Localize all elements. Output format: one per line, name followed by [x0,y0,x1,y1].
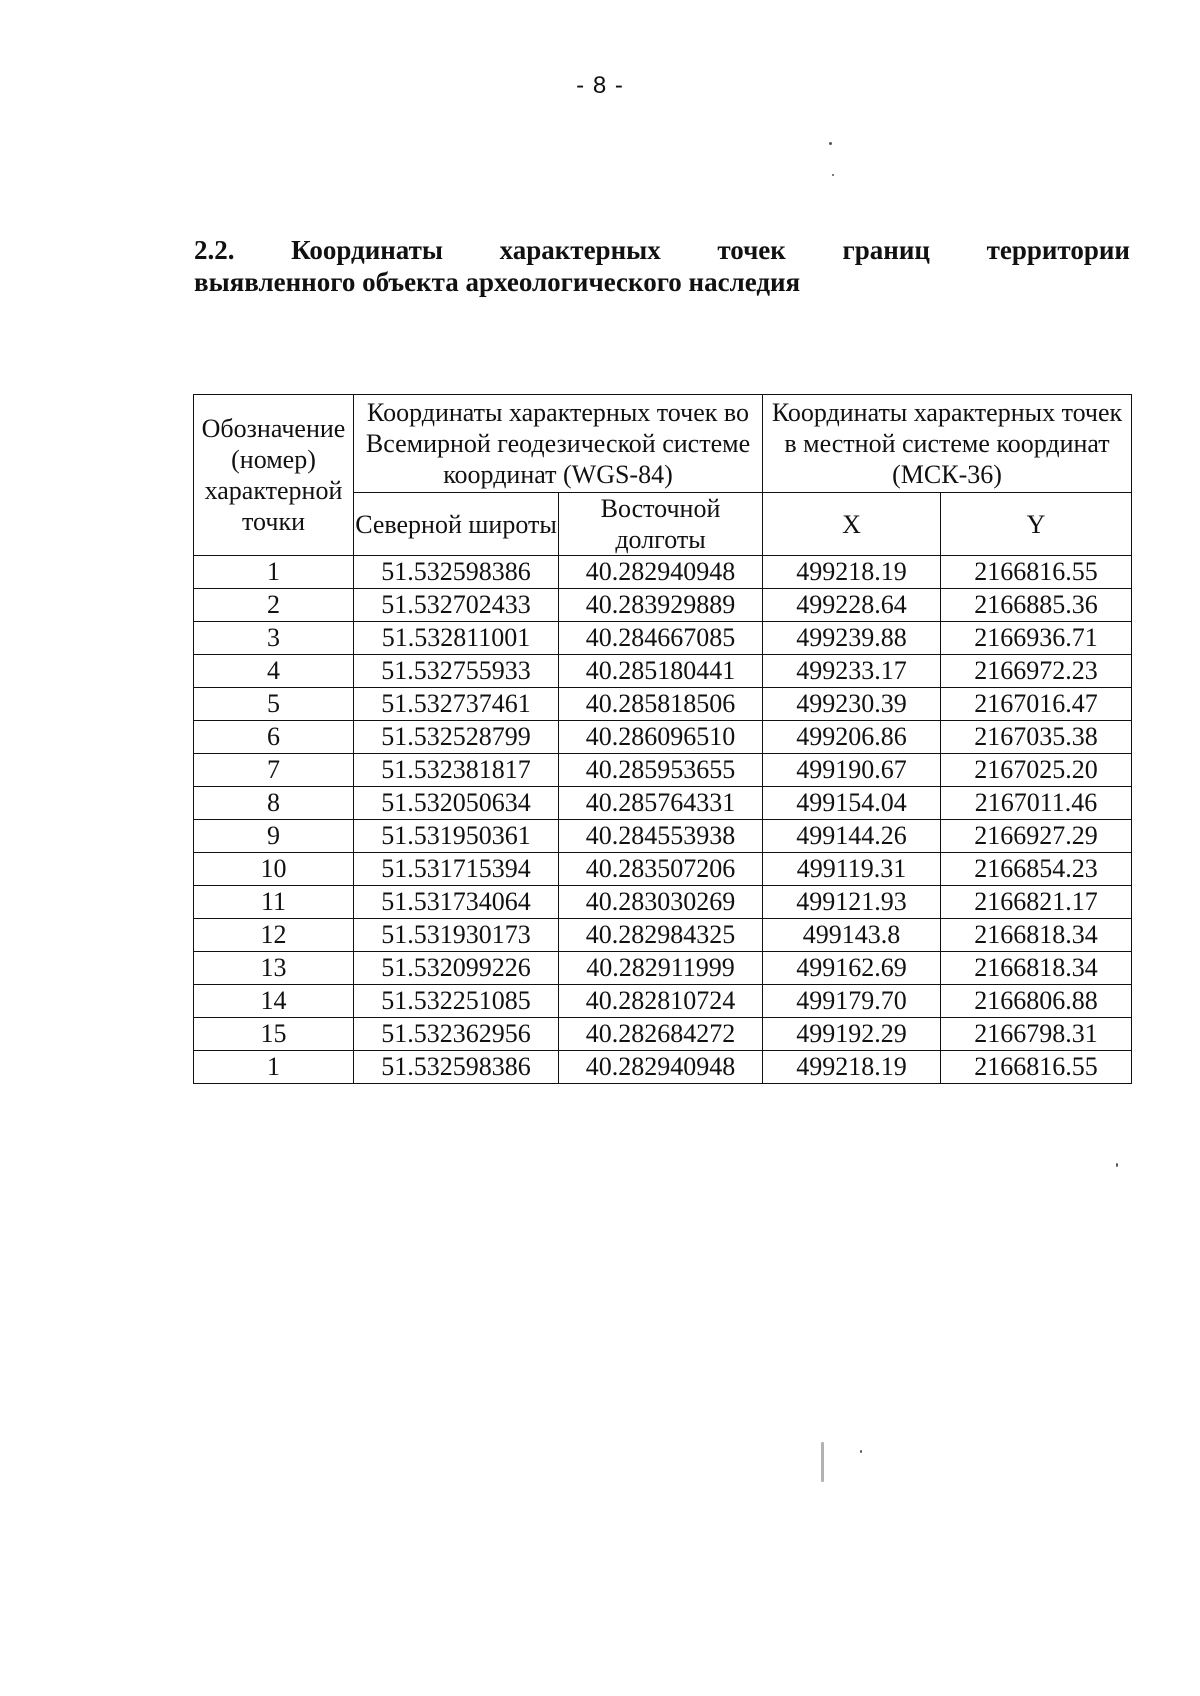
header-msk36-group: Координаты характерных точек в местной системе координат (МСК-36) [763,395,1132,493]
cell-x: 499119.31 [763,853,941,886]
cell-longitude: 40.285953655 [559,754,763,787]
cell-y: 2166854.23 [941,853,1132,886]
coordinates-table [193,394,1132,1084]
cell-point: 9 [194,820,354,853]
cell-y: 2166936.71 [941,622,1132,655]
header-east-longitude: Восточной долготы [559,493,763,556]
cell-point: 10 [194,853,354,886]
cell-latitude: 51.532702433 [354,589,559,622]
cell-point: 8 [194,787,354,820]
cell-longitude: 40.282810724 [559,985,763,1018]
table-row [194,688,1132,721]
table-row [194,655,1132,688]
cell-point: 3 [194,622,354,655]
scan-speck [829,142,832,145]
cell-latitude: 51.532381817 [354,754,559,787]
table-header-row [194,395,1132,493]
table-row [194,754,1132,787]
cell-latitude: 51.532251085 [354,985,559,1018]
cell-latitude: 51.532755933 [354,655,559,688]
scan-speck [821,1442,824,1482]
cell-longitude: 40.283507206 [559,853,763,886]
table-row [194,853,1132,886]
cell-longitude: 40.285818506 [559,688,763,721]
table-row [194,1018,1132,1051]
table-row [194,919,1132,952]
cell-y: 2166818.34 [941,952,1132,985]
cell-latitude: 51.532362956 [354,1018,559,1051]
table-row [194,952,1132,985]
cell-y: 2166821.17 [941,886,1132,919]
cell-y: 2166972.23 [941,655,1132,688]
cell-x: 499144.26 [763,820,941,853]
cell-x: 499218.19 [763,556,941,589]
page-number: - 8 - [576,72,624,99]
cell-point: 1 [194,1051,354,1084]
cell-longitude: 40.282684272 [559,1018,763,1051]
cell-x: 499121.93 [763,886,941,919]
scan-speck [1116,1163,1118,1167]
cell-longitude: 40.282940948 [559,1051,763,1084]
cell-latitude: 51.532598386 [354,1051,559,1084]
cell-longitude: 40.285764331 [559,787,763,820]
header-y: Y [941,493,1132,556]
cell-latitude: 51.531734064 [354,886,559,919]
section-heading-line2: выявленного объекта археологического наследия [194,267,801,297]
cell-x: 499179.70 [763,985,941,1018]
cell-point: 1 [194,556,354,589]
cell-longitude: 40.282911999 [559,952,763,985]
cell-y: 2167011.46 [941,787,1132,820]
cell-x: 499143.8 [763,919,941,952]
cell-x: 499192.29 [763,1018,941,1051]
cell-x: 499162.69 [763,952,941,985]
cell-x: 499230.39 [763,688,941,721]
cell-point: 12 [194,919,354,952]
cell-point: 6 [194,721,354,754]
cell-y: 2166816.55 [941,556,1132,589]
table-row [194,556,1132,589]
cell-x: 499228.64 [763,589,941,622]
cell-y: 2166818.34 [941,919,1132,952]
cell-y: 2166927.29 [941,820,1132,853]
cell-latitude: 51.531950361 [354,820,559,853]
cell-latitude: 51.531930173 [354,919,559,952]
cell-x: 499218.19 [763,1051,941,1084]
header-north-latitude: Северной широты [354,493,559,556]
cell-y: 2166806.88 [941,985,1132,1018]
heading-word: территории [986,235,1130,265]
cell-latitude: 51.532598386 [354,556,559,589]
cell-point: 15 [194,1018,354,1051]
cell-longitude: 40.283929889 [559,589,763,622]
table-row [194,985,1132,1018]
heading-word: границ [842,235,930,265]
cell-y: 2167035.38 [941,721,1132,754]
cell-point: 2 [194,589,354,622]
cell-latitude: 51.532737461 [354,688,559,721]
header-point-designation: Обозначение (номер) характерной точки [194,395,354,556]
table-row [194,787,1132,820]
cell-y: 2167016.47 [941,688,1132,721]
cell-longitude: 40.284553938 [559,820,763,853]
cell-longitude: 40.283030269 [559,886,763,919]
heading-word: характерных [499,235,661,265]
section-heading-line1 [194,234,1130,266]
cell-y: 2166885.36 [941,589,1132,622]
heading-word: точек [717,235,786,265]
cell-longitude: 40.282940948 [559,556,763,589]
cell-x: 499190.67 [763,754,941,787]
heading-word: 2.2. [194,235,235,265]
table-row [194,820,1132,853]
cell-point: 11 [194,886,354,919]
cell-latitude: 51.532099226 [354,952,559,985]
cell-x: 499154.04 [763,787,941,820]
cell-point: 7 [194,754,354,787]
cell-x: 499233.17 [763,655,941,688]
cell-point: 13 [194,952,354,985]
cell-y: 2166798.31 [941,1018,1132,1051]
cell-longitude: 40.284667085 [559,622,763,655]
scan-speck [832,174,834,176]
scan-speck [860,1450,862,1453]
cell-point: 5 [194,688,354,721]
cell-longitude: 40.286096510 [559,721,763,754]
cell-latitude: 51.532050634 [354,787,559,820]
cell-longitude: 40.285180441 [559,655,763,688]
heading-word: Координаты [291,235,443,265]
cell-point: 4 [194,655,354,688]
header-wgs84-group: Координаты характерных точек во Всемирной геодезической системе координат (WGS-84) [354,395,763,493]
cell-latitude: 51.532528799 [354,721,559,754]
cell-y: 2166816.55 [941,1051,1132,1084]
table-row [194,1051,1132,1084]
section-heading [194,234,1130,298]
cell-point: 14 [194,985,354,1018]
header-x: X [763,493,941,556]
table-row [194,589,1132,622]
cell-latitude: 51.532811001 [354,622,559,655]
table-row [194,721,1132,754]
table-row [194,886,1132,919]
cell-latitude: 51.531715394 [354,853,559,886]
cell-longitude: 40.282984325 [559,919,763,952]
cell-y: 2167025.20 [941,754,1132,787]
cell-x: 499206.86 [763,721,941,754]
cell-x: 499239.88 [763,622,941,655]
table-row [194,622,1132,655]
